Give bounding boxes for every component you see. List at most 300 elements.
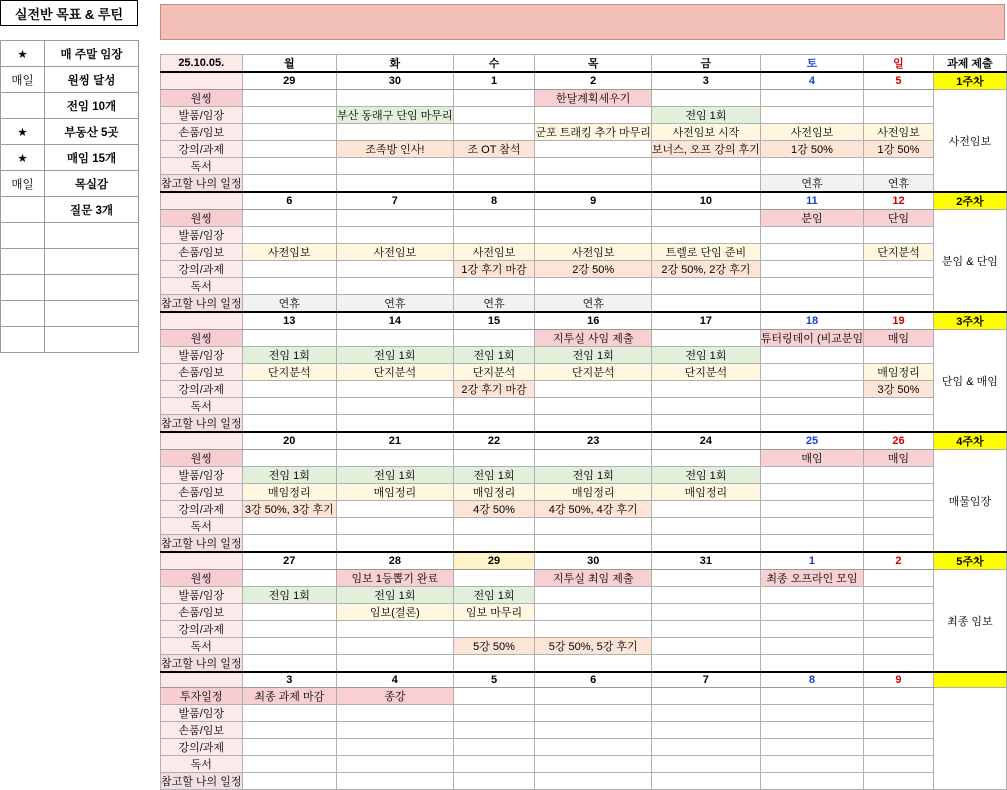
- calendar-cell: 매임정리: [535, 484, 651, 501]
- calendar-cell: 조 OT 참석: [453, 141, 535, 158]
- calendar-cell: [337, 535, 453, 553]
- calendar-cell: 매임정리: [651, 484, 760, 501]
- calendar-cell: [651, 90, 760, 107]
- calendar-cell: 매임: [760, 450, 863, 467]
- goal-mark: [1, 275, 45, 301]
- calendar-cell: [535, 518, 651, 535]
- calendar-cell: [535, 158, 651, 175]
- calendar-cell: 분임: [760, 210, 863, 227]
- calendar-cell: 임보 마무리: [453, 604, 535, 621]
- calendar-cell: 단지분석: [242, 364, 337, 381]
- date-cell: 13: [242, 312, 337, 330]
- date-row: [161, 192, 1007, 210]
- calendar-cell: 매임: [864, 330, 934, 347]
- date-cell: 9: [535, 192, 651, 210]
- calendar-cell: 전임 1회: [535, 347, 651, 364]
- calendar-cell: [864, 278, 934, 295]
- calendar-cell: [651, 738, 760, 755]
- calendar-row: [161, 295, 1007, 313]
- calendar-cell: [453, 655, 535, 673]
- calendar-cell: [242, 721, 337, 738]
- calendar-row: [161, 244, 1007, 261]
- calendar-row: [161, 330, 1007, 347]
- date-row-spacer: [161, 312, 243, 330]
- date-cell: 30: [535, 552, 651, 570]
- calendar-cell: [535, 278, 651, 295]
- date-cell: 18: [760, 312, 863, 330]
- row-label-0: 투자일정: [161, 687, 243, 704]
- calendar-cell: [651, 398, 760, 415]
- calendar-cell: [651, 450, 760, 467]
- calendar-cell: [760, 655, 863, 673]
- date-cell: 6: [535, 672, 651, 687]
- calendar-cell: [864, 347, 934, 364]
- calendar-cell: 1강 후기 마감: [453, 261, 535, 278]
- calendar-cell: [535, 587, 651, 604]
- calendar-cell: [337, 415, 453, 433]
- calendar-cell: [864, 467, 934, 484]
- task-header: 과제 제출: [933, 55, 1006, 73]
- date-row: [161, 312, 1007, 330]
- calendar-cell: 2강 50%, 2강 후기: [651, 261, 760, 278]
- calendar-row: [161, 141, 1007, 158]
- calendar-cell: [337, 738, 453, 755]
- calendar-cell: 3강 50%, 3강 후기: [242, 501, 337, 518]
- calendar-cell: 부산 동래구 단임 마무리: [337, 107, 453, 124]
- date-row: [161, 72, 1007, 90]
- calendar-cell: [242, 124, 337, 141]
- calendar-cell: [864, 261, 934, 278]
- row-label-1: 발품/임장: [161, 587, 243, 604]
- calendar-row: [161, 484, 1007, 501]
- calendar-cell: [337, 124, 453, 141]
- calendar-cell: [242, 141, 337, 158]
- date-cell: 7: [651, 672, 760, 687]
- date-cell: 25: [760, 432, 863, 450]
- calendar-cell: [535, 175, 651, 193]
- calendar-cell: [242, 415, 337, 433]
- calendar-cell: [864, 721, 934, 738]
- calendar-cell: 최종 과제 마감: [242, 687, 337, 704]
- calendar-cell: [242, 381, 337, 398]
- date-cell: 26: [864, 432, 934, 450]
- calendar-cell: [242, 621, 337, 638]
- calendar-cell: [651, 604, 760, 621]
- date-cell: 19: [864, 312, 934, 330]
- row-label-3: 강의/과제: [161, 381, 243, 398]
- goal-mark: 매일: [1, 67, 45, 93]
- goal-mark: ★: [1, 145, 45, 171]
- goal-row: [1, 249, 139, 275]
- calendar-row: [161, 467, 1007, 484]
- calendar-cell: [864, 638, 934, 655]
- calendar-cell: [242, 330, 337, 347]
- calendar-cell: 한달계획세우기: [535, 90, 651, 107]
- calendar-cell: [864, 604, 934, 621]
- date-row-spacer: [161, 192, 243, 210]
- calendar-cell: [242, 261, 337, 278]
- calendar-cell: [651, 638, 760, 655]
- row-label-0: 원씽: [161, 210, 243, 227]
- calendar-cell: [535, 755, 651, 772]
- calendar-cell: [760, 364, 863, 381]
- row-label-2: 손품/임보: [161, 124, 243, 141]
- calendar-row: [161, 687, 1007, 704]
- calendar-cell: 전임 1회: [651, 107, 760, 124]
- week-name: 매물임장: [933, 450, 1006, 553]
- calendar-row: [161, 227, 1007, 244]
- day-name-2: 수: [453, 55, 535, 73]
- calendar-row: [161, 347, 1007, 364]
- calendar-cell: 최종 오프라인 모임: [760, 570, 863, 587]
- date-cell: 7: [337, 192, 453, 210]
- calendar-cell: [760, 772, 863, 789]
- calendar-cell: [453, 107, 535, 124]
- calendar-cell: [535, 772, 651, 789]
- calendar-cell: [453, 158, 535, 175]
- calendar-cell: [760, 244, 863, 261]
- calendar-cell: [651, 330, 760, 347]
- date-cell: 14: [337, 312, 453, 330]
- week-label: 3주차: [933, 312, 1006, 330]
- day-name-4: 금: [651, 55, 760, 73]
- goals-panel-spacer: [0, 26, 138, 40]
- calendar-cell: 5강 50%: [453, 638, 535, 655]
- calendar-cell: [760, 381, 863, 398]
- calendar-row: [161, 721, 1007, 738]
- calendar-cell: [760, 261, 863, 278]
- calendar-cell: [651, 295, 760, 313]
- calendar-cell: 사전임보: [864, 124, 934, 141]
- calendar-cell: [242, 704, 337, 721]
- calendar-cell: 연휴: [337, 295, 453, 313]
- row-label-3: 강의/과제: [161, 501, 243, 518]
- calendar-cell: [651, 501, 760, 518]
- calendar-cell: 사전임보: [453, 244, 535, 261]
- calendar-cell: [760, 467, 863, 484]
- calendar-cell: 전임 1회: [453, 467, 535, 484]
- calendar-cell: [337, 450, 453, 467]
- calendar-cell: [453, 772, 535, 789]
- row-label-1: 발품/임장: [161, 467, 243, 484]
- calendar-cell: [242, 398, 337, 415]
- day-name-6: 일: [864, 55, 934, 73]
- calendar-row: [161, 638, 1007, 655]
- calendar-cell: [453, 570, 535, 587]
- row-label-5: 참고할 나의 일정: [161, 772, 243, 789]
- calendar-cell: [651, 518, 760, 535]
- calendar-row: [161, 278, 1007, 295]
- calendar-cell: [242, 655, 337, 673]
- goal-label: [45, 301, 139, 327]
- week-name: [933, 687, 1006, 789]
- row-label-1: 발품/임장: [161, 227, 243, 244]
- date-cell: 10: [651, 192, 760, 210]
- calendar-cell: [651, 535, 760, 553]
- calendar-row: [161, 107, 1007, 124]
- row-label-4: 독서: [161, 638, 243, 655]
- date-cell: 5: [453, 672, 535, 687]
- goal-label: 질문 3개: [45, 197, 139, 223]
- row-label-4: 독서: [161, 398, 243, 415]
- date-row-spacer: [161, 72, 243, 90]
- row-label-1: 발품/임장: [161, 704, 243, 721]
- calendar-row: [161, 655, 1007, 673]
- calendar-cell: [535, 535, 651, 553]
- calendar-cell: [453, 704, 535, 721]
- date-cell: 29: [242, 72, 337, 90]
- row-label-4: 독서: [161, 518, 243, 535]
- calendar-row: [161, 604, 1007, 621]
- calendar-cell: 2강 50%: [535, 261, 651, 278]
- goal-label: 원씽 달성: [45, 67, 139, 93]
- calendar-cell: [651, 570, 760, 587]
- calendar-cell: 매임정리: [242, 484, 337, 501]
- calendar-cell: [337, 398, 453, 415]
- calendar-cell: [337, 158, 453, 175]
- calendar-cell: [453, 210, 535, 227]
- calendar-cell: [337, 278, 453, 295]
- row-label-5: 참고할 나의 일정: [161, 535, 243, 553]
- calendar-cell: 사전임보 시작: [651, 124, 760, 141]
- date-cell: 3: [651, 72, 760, 90]
- calendar-cell: [453, 687, 535, 704]
- calendar-corner-label: 25.10.05.: [161, 55, 243, 73]
- calendar-cell: [453, 330, 535, 347]
- calendar-row: [161, 158, 1007, 175]
- calendar-cell: [337, 655, 453, 673]
- calendar-cell: [760, 621, 863, 638]
- calendar-cell: 4강 50%, 4강 후기: [535, 501, 651, 518]
- calendar-cell: [337, 227, 453, 244]
- goal-mark: [1, 93, 45, 119]
- calendar-cell: 단지분석: [453, 364, 535, 381]
- row-label-2: 손품/임보: [161, 244, 243, 261]
- calendar-cell: [760, 90, 863, 107]
- date-cell: 28: [337, 552, 453, 570]
- calendar-cell: [864, 107, 934, 124]
- calendar-cell: 전임 1회: [651, 467, 760, 484]
- calendar-cell: [535, 227, 651, 244]
- calendar-cell: 1강 50%: [760, 141, 863, 158]
- calendar-cell: [864, 227, 934, 244]
- calendar-cell: [453, 738, 535, 755]
- week-name: 단임 & 매임: [933, 330, 1006, 433]
- goal-mark: ★: [1, 41, 45, 67]
- calendar-cell: [453, 90, 535, 107]
- calendar-cell: [864, 90, 934, 107]
- row-label-0: 원씽: [161, 450, 243, 467]
- calendar-cell: [453, 755, 535, 772]
- goal-row: [1, 119, 139, 145]
- date-cell: 23: [535, 432, 651, 450]
- calendar-cell: [760, 347, 863, 364]
- goals-panel: [0, 0, 138, 353]
- goal-label: 매 주말 임장: [45, 41, 139, 67]
- calendar-cell: 단지분석: [864, 244, 934, 261]
- calendar-cell: 튜터링데이 (비교분임: [760, 330, 863, 347]
- date-cell: 9: [864, 672, 934, 687]
- goal-row: [1, 41, 139, 67]
- calendar-cell: [242, 210, 337, 227]
- date-cell: 1: [760, 552, 863, 570]
- calendar-cell: [337, 638, 453, 655]
- calendar-row: [161, 90, 1007, 107]
- calendar-cell: [864, 655, 934, 673]
- calendar-cell: [535, 381, 651, 398]
- calendar-cell: [535, 210, 651, 227]
- calendar-cell: [535, 704, 651, 721]
- date-cell: 4: [760, 72, 863, 90]
- calendar-cell: 전임 1회: [242, 587, 337, 604]
- calendar-cell: 임보 1등뽑기 완료: [337, 570, 453, 587]
- calendar-cell: [864, 398, 934, 415]
- calendar-cell: 매임: [864, 450, 934, 467]
- calendar-row: [161, 704, 1007, 721]
- calendar-cell: [864, 158, 934, 175]
- goal-row: [1, 145, 139, 171]
- calendar-cell: 사전임보: [242, 244, 337, 261]
- calendar-cell: [760, 501, 863, 518]
- goal-row: [1, 301, 139, 327]
- calendar-row: [161, 381, 1007, 398]
- calendar-cell: [242, 90, 337, 107]
- row-label-5: 참고할 나의 일정: [161, 295, 243, 313]
- date-cell: 17: [651, 312, 760, 330]
- goal-row: [1, 197, 139, 223]
- calendar-cell: 4강 50%: [453, 501, 535, 518]
- day-name-5: 토: [760, 55, 863, 73]
- calendar-cell: [453, 535, 535, 553]
- date-row-spacer: [161, 432, 243, 450]
- row-label-4: 독서: [161, 755, 243, 772]
- calendar-cell: [242, 755, 337, 772]
- calendar-cell: 연휴: [453, 295, 535, 313]
- date-cell: 2: [535, 72, 651, 90]
- goal-mark: [1, 197, 45, 223]
- goal-mark: [1, 249, 45, 275]
- calendar-cell: 군포 트래킹 추가 마무리: [535, 124, 651, 141]
- calendar-header-row: [161, 55, 1007, 73]
- calendar-row: [161, 570, 1007, 587]
- calendar-cell: [453, 278, 535, 295]
- row-label-4: 독서: [161, 278, 243, 295]
- goal-row: [1, 327, 139, 353]
- goal-label: 목실감: [45, 171, 139, 197]
- date-cell: 5: [864, 72, 934, 90]
- calendar-cell: [242, 772, 337, 789]
- calendar-cell: [760, 755, 863, 772]
- calendar-cell: [453, 721, 535, 738]
- calendar-cell: [760, 158, 863, 175]
- calendar-cell: [651, 175, 760, 193]
- goal-mark: ★: [1, 119, 45, 145]
- calendar-cell: [242, 638, 337, 655]
- calendar-cell: 사전임보: [760, 124, 863, 141]
- date-row: [161, 552, 1007, 570]
- calendar-cell: 단지분석: [337, 364, 453, 381]
- calendar-cell: [760, 295, 863, 313]
- calendar-cell: [242, 570, 337, 587]
- calendar-cell: [864, 687, 934, 704]
- calendar-cell: [453, 398, 535, 415]
- calendar-cell: [535, 738, 651, 755]
- date-cell: 30: [337, 72, 453, 90]
- day-name-1: 화: [337, 55, 453, 73]
- calendar-cell: 보너스, 오프 강의 후기: [651, 141, 760, 158]
- calendar-cell: [760, 518, 863, 535]
- week-label: 4주차: [933, 432, 1006, 450]
- calendar-cell: 전임 1회: [535, 467, 651, 484]
- calendar-cell: [760, 484, 863, 501]
- calendar-cell: [651, 587, 760, 604]
- goal-mark: 매일: [1, 171, 45, 197]
- calendar-cell: [535, 604, 651, 621]
- date-row: [161, 672, 1007, 687]
- row-label-1: 발품/임장: [161, 347, 243, 364]
- calendar-cell: 트렐로 단임 준비: [651, 244, 760, 261]
- calendar-cell: [864, 295, 934, 313]
- calendar-cell: [535, 107, 651, 124]
- calendar-cell: [453, 415, 535, 433]
- calendar-row: [161, 755, 1007, 772]
- goal-row: [1, 67, 139, 93]
- day-name-0: 월: [242, 55, 337, 73]
- date-cell: 29: [453, 552, 535, 570]
- date-row-spacer: [161, 552, 243, 570]
- calendar-row: [161, 738, 1007, 755]
- row-label-0: 원씽: [161, 570, 243, 587]
- calendar-cell: [651, 278, 760, 295]
- calendar-cell: [337, 721, 453, 738]
- calendar-cell: 단지분석: [651, 364, 760, 381]
- row-label-1: 발품/임장: [161, 107, 243, 124]
- calendar-row: [161, 175, 1007, 193]
- date-cell: 2: [864, 552, 934, 570]
- calendar-cell: 전임 1회: [453, 347, 535, 364]
- calendar-cell: [760, 398, 863, 415]
- calendar-cell: [760, 535, 863, 553]
- calendar-cell: [535, 687, 651, 704]
- date-cell: 11: [760, 192, 863, 210]
- calendar-cell: [453, 518, 535, 535]
- calendar-cell: [651, 687, 760, 704]
- calendar-cell: [864, 738, 934, 755]
- calendar-cell: [760, 107, 863, 124]
- date-row-spacer: [161, 672, 243, 687]
- calendar-row: [161, 364, 1007, 381]
- calendar-cell: [242, 107, 337, 124]
- goal-row: [1, 223, 139, 249]
- calendar-cell: [535, 621, 651, 638]
- date-row: [161, 432, 1007, 450]
- calendar-cell: [242, 227, 337, 244]
- calendar-cell: [535, 655, 651, 673]
- goal-label: 전임 10개: [45, 93, 139, 119]
- week-label: 5주차: [933, 552, 1006, 570]
- row-label-2: 손품/임보: [161, 484, 243, 501]
- calendar-cell: [651, 721, 760, 738]
- goals-panel-title: 실전반 목표 & 루틴: [0, 0, 138, 26]
- calendar-cell: [760, 704, 863, 721]
- calendar-cell: 전임 1회: [337, 347, 453, 364]
- goal-row: [1, 93, 139, 119]
- calendar-cell: 1강 50%: [864, 141, 934, 158]
- calendar-cell: [535, 415, 651, 433]
- calendar-cell: 매임정리: [453, 484, 535, 501]
- calendar-cell: [651, 210, 760, 227]
- calendar-cell: 매임정리: [864, 364, 934, 381]
